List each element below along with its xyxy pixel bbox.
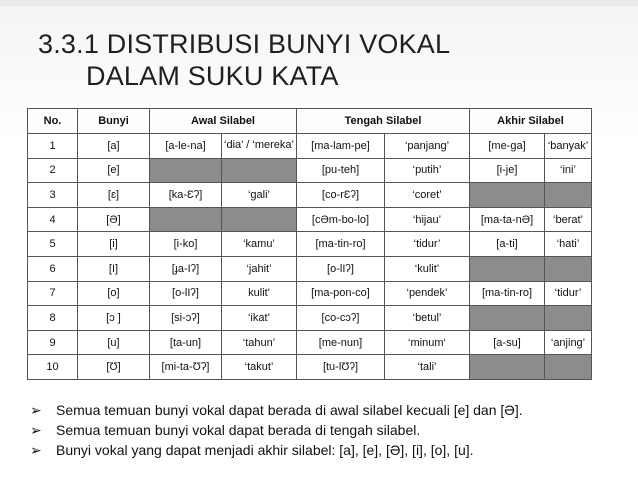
cell-no: 10: [28, 355, 78, 380]
arrow-bullet-icon: ➢: [30, 402, 42, 418]
arrow-bullet-icon: ➢: [30, 422, 42, 438]
cell-akhir-gloss: [545, 306, 592, 331]
cell-awal-gloss: kulit': [222, 281, 297, 306]
cell-tengah-word: [co-rƐʔ]: [297, 183, 385, 208]
cell-awal-gloss: [222, 207, 297, 232]
cell-akhir-gloss: ‘berat’: [545, 207, 592, 232]
cell-akhir-word: [ma-tin-ro]: [470, 281, 545, 306]
table-row: [28, 134, 592, 159]
cell-awal-word: [mi-ta-Ʊʔ]: [150, 355, 222, 380]
cell-akhir-word: [me-ga]: [470, 134, 545, 159]
cell-bunyi: [ɔ ]: [78, 306, 150, 331]
cell-bunyi: [ɛ]: [78, 183, 150, 208]
cell-awal-gloss: ‘takut’: [222, 355, 297, 380]
cell-no: 5: [28, 232, 78, 257]
cell-no: 7: [28, 281, 78, 306]
cell-tengah-word: [ma-pon-co]: [297, 281, 385, 306]
header-tengah-silabel: Tengah Silabel: [297, 109, 470, 134]
cell-akhir-word: [a-su]: [470, 330, 545, 355]
bullet-text: Semua temuan bunyi vokal dapat berada di tengah silabel.: [56, 422, 421, 438]
cell-awal-word: [ɟa-Iʔ]: [150, 256, 222, 281]
cell-bunyi: [I]: [78, 256, 150, 281]
header-bunyi: Bunyi: [78, 109, 150, 134]
cell-tengah-word: [me-nun]: [297, 330, 385, 355]
arrow-bullet-icon: ➢: [30, 442, 42, 458]
cell-tengah-word: [pu-teh]: [297, 158, 385, 183]
slide-title: [38, 28, 450, 92]
cell-tengah-word: [tu-lƱʔ]: [297, 355, 385, 380]
cell-awal-word: [a-le-na]: [150, 134, 222, 159]
title-line-1: 3.3.1 DISTRIBUSI BUNYI VOKAL: [38, 29, 451, 59]
cell-tengah-gloss: ‘pendek’: [385, 281, 470, 306]
cell-bunyi: [i]: [78, 232, 150, 257]
cell-tengah-word: [ma-lam-pe]: [297, 134, 385, 159]
cell-bunyi: [e]: [78, 158, 150, 183]
cell-akhir-word: [470, 183, 545, 208]
cell-tengah-gloss: ‘coret’: [385, 183, 470, 208]
cell-tengah-word: [ma-tin-ro]: [297, 232, 385, 257]
cell-awal-gloss: ‘kamu’: [222, 232, 297, 257]
table-row: [28, 306, 592, 331]
cell-awal-gloss: ‘gali’: [222, 183, 297, 208]
cell-bunyi: [o]: [78, 281, 150, 306]
cell-akhir-gloss: [545, 256, 592, 281]
table-row: [28, 232, 592, 257]
cell-awal-word: [ta-un]: [150, 330, 222, 355]
bullet-item: [30, 420, 630, 440]
vowel-distribution-table: [27, 108, 592, 380]
cell-tengah-word: [cƏm-bo-lo]: [297, 207, 385, 232]
table-row: [28, 207, 592, 232]
cell-awal-word: [ka-Ɛʔ]: [150, 183, 222, 208]
summary-bullets: [30, 400, 630, 460]
cell-tengah-gloss: ‘tali’: [385, 355, 470, 380]
table-row: [28, 158, 592, 183]
bullet-text: Bunyi vokal yang dapat menjadi akhir silabel: [a], [e], [Ə], [i], [o], [u].: [56, 442, 474, 458]
cell-tengah-gloss: ‘kulit’: [385, 256, 470, 281]
cell-no: 9: [28, 330, 78, 355]
table-row: [28, 330, 592, 355]
cell-tengah-gloss: ‘hijau’: [385, 207, 470, 232]
cell-akhir-word: [ma-ta-nƏ]: [470, 207, 545, 232]
cell-akhir-word: [470, 306, 545, 331]
cell-tengah-gloss: ‘minum‘: [385, 330, 470, 355]
cell-bunyi: [a]: [78, 134, 150, 159]
cell-no: 4: [28, 207, 78, 232]
cell-bunyi: [Ʊ]: [78, 355, 150, 380]
cell-bunyi: [Ə]: [78, 207, 150, 232]
cell-akhir-gloss: ‘hati’: [545, 232, 592, 257]
cell-akhir-gloss: [545, 355, 592, 380]
cell-tengah-word: [co-cɔʔ]: [297, 306, 385, 331]
table-header-row: [28, 109, 592, 134]
cell-awal-word: [si-ɔʔ]: [150, 306, 222, 331]
cell-no: 3: [28, 183, 78, 208]
cell-tengah-gloss: ‘panjang’: [385, 134, 470, 159]
cell-akhir-word: [470, 256, 545, 281]
cell-awal-word: [150, 158, 222, 183]
table-row: [28, 256, 592, 281]
cell-bunyi: [u]: [78, 330, 150, 355]
cell-akhir-word: [i-je]: [470, 158, 545, 183]
table-row: [28, 355, 592, 380]
cell-tengah-gloss: ‘putih’: [385, 158, 470, 183]
cell-tengah-gloss: ‘tidur’: [385, 232, 470, 257]
cell-no: 2: [28, 158, 78, 183]
cell-akhir-gloss: [545, 183, 592, 208]
cell-tengah-gloss: ‘betul’: [385, 306, 470, 331]
title-line-2: DALAM SUKU KATA: [86, 61, 339, 91]
header-akhir-silabel: Akhir Silabel: [470, 109, 592, 134]
top-accent-bar: [0, 0, 638, 6]
bullet-text: Semua temuan bunyi vokal dapat berada di awal silabel kecuali [e] dan [Ə].: [56, 402, 523, 418]
cell-akhir-gloss: ‘ini’: [545, 158, 592, 183]
cell-awal-word: [150, 207, 222, 232]
cell-awal-gloss: ‘ikat’: [222, 306, 297, 331]
header-awal-silabel: Awal Silabel: [150, 109, 297, 134]
bullet-item: [30, 440, 630, 460]
cell-no: 1: [28, 134, 78, 159]
cell-awal-word: [o-lIʔ]: [150, 281, 222, 306]
bullet-item: [30, 400, 630, 420]
cell-awal-word: [i-ko]: [150, 232, 222, 257]
cell-no: 8: [28, 306, 78, 331]
cell-tengah-word: [o-lIʔ]: [297, 256, 385, 281]
cell-akhir-word: [a-ti]: [470, 232, 545, 257]
cell-no: 6: [28, 256, 78, 281]
cell-akhir-word: [470, 355, 545, 380]
cell-awal-gloss: ‘tahun’: [222, 330, 297, 355]
header-no: No.: [28, 109, 78, 134]
table-row: [28, 281, 592, 306]
cell-awal-gloss: ‘jahit’: [222, 256, 297, 281]
cell-akhir-gloss: ‘anjing’: [545, 330, 592, 355]
cell-akhir-gloss: ‘banyak’: [545, 134, 592, 159]
cell-akhir-gloss: ‘tidur’: [545, 281, 592, 306]
cell-awal-gloss: ‘dia’ / ‘mereka’: [222, 134, 297, 159]
cell-awal-gloss: [222, 158, 297, 183]
table-row: [28, 183, 592, 208]
